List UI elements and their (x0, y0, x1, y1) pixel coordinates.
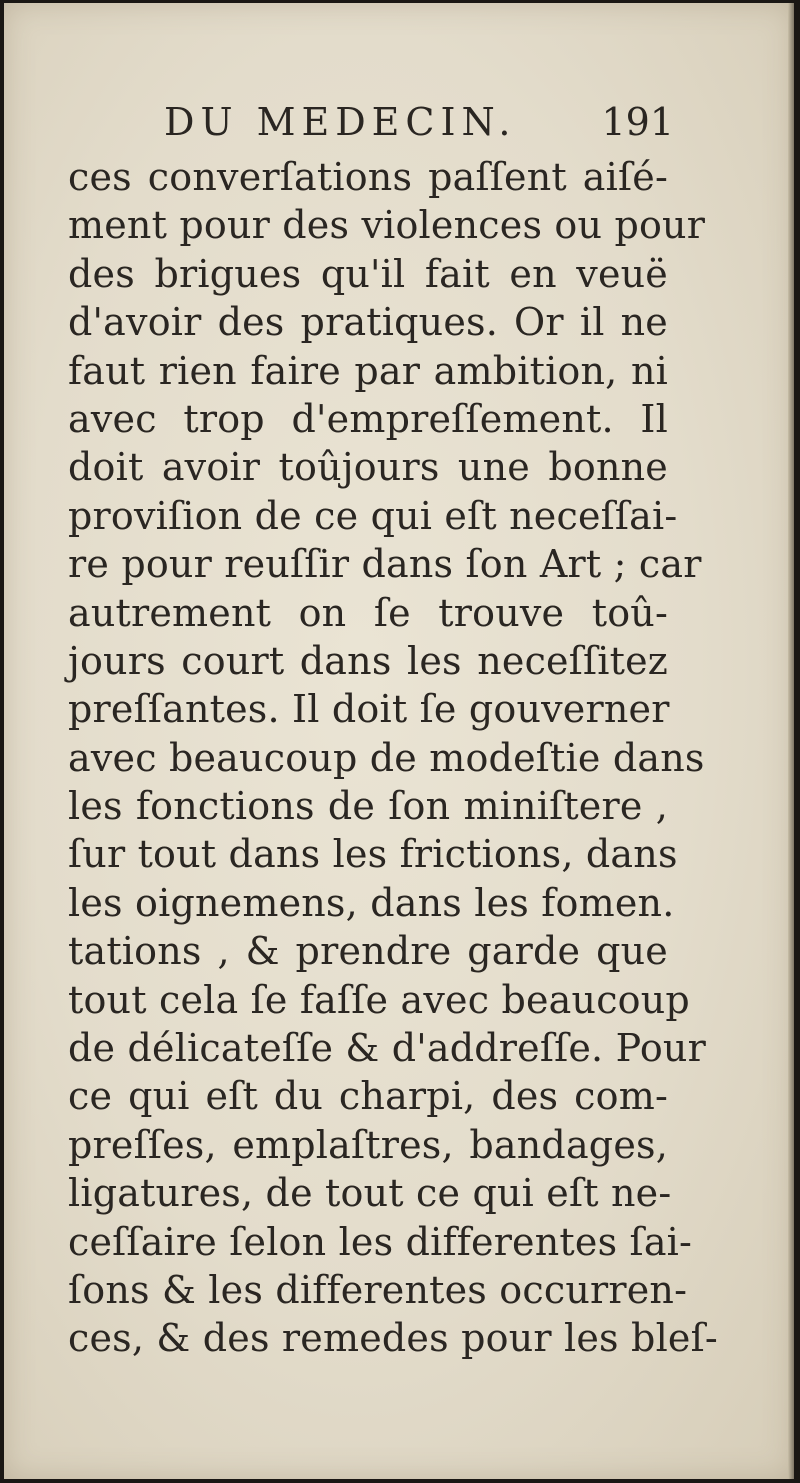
text-line: proviſion de ce qui eſt neceſſai- (68, 493, 678, 538)
text-line: ceſſaire ſelon les differentes ſai- (68, 1219, 693, 1264)
body-text (68, 153, 718, 1363)
page-number: 191 (601, 100, 674, 144)
text-line: ſons & les differentes occurren- (68, 1267, 688, 1312)
text-line: les oignemens, dans les fomen. (68, 880, 675, 925)
text-line: ces, & des remedes pour les bleſ- (68, 1316, 718, 1361)
text-line: avec trop d'empreſſement. Il (68, 396, 668, 441)
text-line: jours court dans les neceſſitez (68, 638, 668, 683)
page-edge (788, 3, 794, 1479)
text-line: autrement on ſe trouve toû- (68, 590, 668, 635)
text-line: ſur tout dans les frictions, dans (68, 832, 678, 877)
text-line: re pour reuſſir dans ſon Art ; car (68, 542, 702, 587)
text-line: des brigues qu'il fait en veuë (68, 251, 668, 296)
text-line: ces converſations paſſent aiſé- (68, 155, 668, 199)
text-line: preſſes, emplaſtres, bandages, (68, 1122, 668, 1167)
book-page (4, 3, 794, 1479)
text-line: tout cela ſe faſſe avec beaucoup (68, 977, 690, 1022)
text-line: de délicateſſe & d'addreſſe. Pour (68, 1026, 706, 1071)
text-line: avec beaucoup de modeſtie dans (68, 735, 705, 780)
page-header (114, 99, 674, 145)
text-line: ce qui eſt du charpi, des com- (68, 1074, 668, 1119)
text-line: ment pour des violences ou pour (68, 203, 706, 248)
text-line: ligatures, de tout ce qui eſt ne- (68, 1171, 672, 1216)
text-line: doit avoir toûjours une bonne (68, 445, 668, 490)
text-line: les fonctions de ſon miniſtere , (68, 784, 668, 829)
text-line: tations , & prendre garde que (68, 929, 668, 974)
running-head: DU MEDECIN. (164, 100, 517, 144)
text-line: faut rien faire par ambition, ni (68, 348, 668, 393)
text-line: d'avoir des pratiques. Or il ne (68, 300, 668, 345)
text-line: preſſantes. Il doit ſe gouverner (68, 687, 670, 732)
